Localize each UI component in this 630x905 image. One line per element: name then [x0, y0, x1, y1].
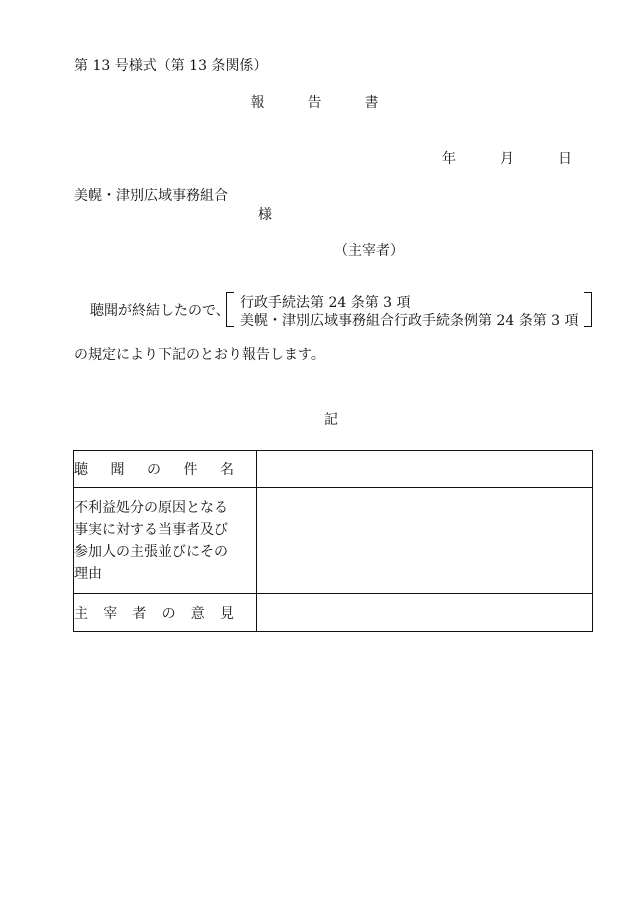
label-char: 者	[132, 605, 147, 622]
label-char: 名	[220, 462, 234, 478]
row-label-hearing-subject	[74, 451, 257, 488]
label-char: 意	[190, 605, 205, 622]
document-title	[0, 92, 630, 112]
left-bracket	[226, 292, 234, 327]
right-bracket	[584, 292, 592, 327]
table-row	[74, 488, 593, 594]
label-char: 件	[183, 462, 198, 478]
label-char: 聞	[110, 462, 125, 478]
label-line: 不利益処分の原因となる	[74, 499, 228, 516]
claims-and-reasons-field[interactable]	[257, 488, 593, 594]
label-char: 見	[219, 605, 234, 622]
body-continuation: の規定により下記のとおり報告します。	[74, 347, 325, 363]
addressee-honorific: 様	[258, 207, 272, 223]
body-lead: 聴聞が終結したので、	[90, 303, 230, 319]
addressee-organization: 美幌・津別広域事務組合	[74, 188, 228, 204]
law-option-2: 美幌・津別広域事務組合行政手続条例第 24 条第 3 項	[240, 313, 579, 329]
presider-opinion-field[interactable]	[257, 594, 593, 632]
title-char: 告	[307, 95, 323, 111]
law-option-1: 行政手続法第 24 条第 3 項	[240, 295, 411, 311]
label-char: 聴	[74, 462, 88, 478]
report-table	[73, 450, 593, 632]
hearing-subject-field[interactable]	[257, 451, 593, 488]
table-row	[74, 451, 593, 488]
form-number: 第 13 号様式（第 13 条関係）	[74, 58, 268, 74]
title-char: 書	[364, 95, 380, 111]
presider-label: （主宰者）	[334, 243, 404, 259]
date-day: 日	[558, 151, 572, 167]
title-char: 報	[250, 95, 266, 111]
row-label-presider-opinion	[74, 594, 257, 632]
label-line: 理由	[74, 565, 102, 582]
ki-heading: 記	[324, 412, 338, 428]
date-year: 年	[442, 151, 456, 167]
date-month: 月	[500, 151, 514, 167]
label-char: 宰	[103, 605, 118, 622]
label-line: 参加人の主張並びにその	[74, 543, 228, 560]
label-char: の	[161, 605, 176, 622]
label-line: 事実に対する当事者及び	[74, 521, 228, 538]
date-line	[442, 148, 572, 168]
row-label-claims-and-reasons	[74, 488, 257, 594]
table-row	[74, 594, 593, 632]
label-char: の	[147, 462, 161, 478]
label-char: 主	[74, 605, 88, 622]
